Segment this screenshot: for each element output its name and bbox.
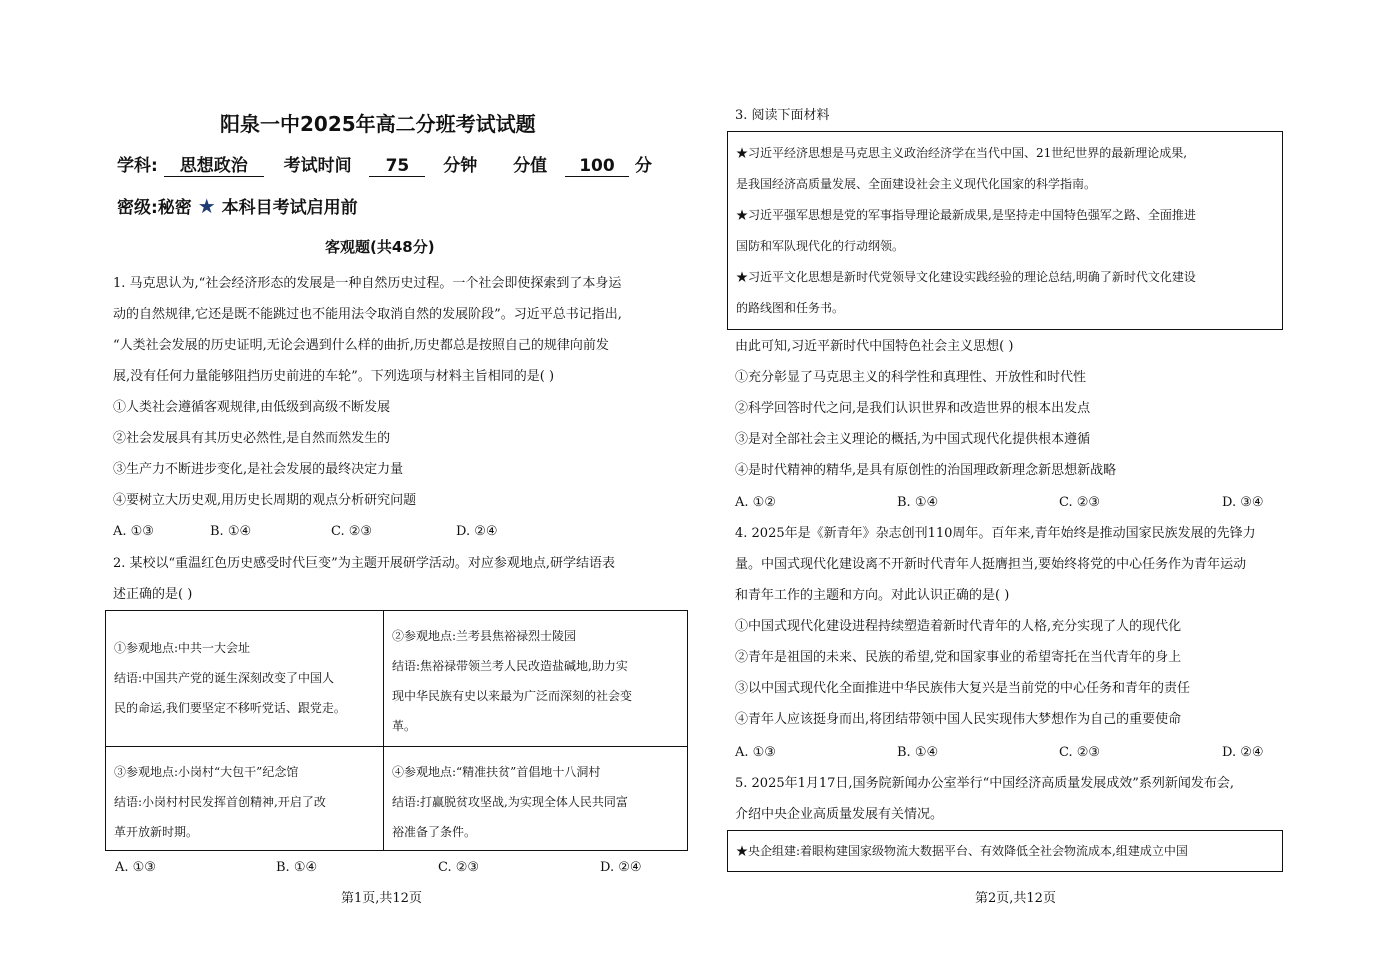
option-a[interactable]: A. ①③ <box>115 860 156 875</box>
question-line: 和青年工作的主题和方向。对此认识正确的是( ) <box>735 588 1010 603</box>
material-line: ★央企组建:着眼构建国家级物流大数据平台、有效降低全社会物流成本,组建成立中国 <box>736 844 1188 858</box>
time-unit: 分钟 <box>443 156 478 176</box>
option-a[interactable]: A. ①③ <box>113 524 154 539</box>
table-cell-1: ①参观地点:中共一大会址 结语:中国共产党的诞生深刻改变了中国人 民的命运,我们要坚定不移听党话、跟党走。 <box>106 611 384 747</box>
statement-item: ④是时代精神的精华,是具有原创性的治国理政新理念新思想新战略 <box>735 463 1117 478</box>
statement-item: ③以中国式现代化全面推进中华民族伟大复兴是当前党的中心任务和青年的责任 <box>735 681 1191 696</box>
score-value: 100 <box>565 156 629 177</box>
secrecy-row <box>117 193 358 218</box>
question-line: 量。中国式现代化建设离不开新时代青年人挺膺担当,要始终将党的中心任务作为青年运动 <box>735 557 1247 572</box>
option-d[interactable]: D. ②④ <box>600 860 642 875</box>
question-line: 由此可知,习近平新时代中国特色社会主义思想( ) <box>735 339 1014 354</box>
secrecy-label: 密级:秘密 <box>117 198 192 218</box>
question-line: 动的自然规律,它还是既不能跳过也不能用法令取消自然的发展阶段”。习近平总书记指出, <box>113 307 622 322</box>
statement-item: ②科学回答时代之问,是我们认识世界和改造世界的根本出发点 <box>735 401 1091 416</box>
option-b[interactable]: B. ①④ <box>276 860 318 875</box>
subject-label: 学科: <box>117 156 158 176</box>
statement-item: ④要树立大历史观,用历史长周期的观点分析研究问题 <box>113 493 417 508</box>
question-3-options <box>735 495 1305 515</box>
option-b[interactable]: B. ①④ <box>897 745 939 760</box>
table-cell-3: ③参观地点:小岗村“大包干”纪念馆 结语:小岗村村民发挥首创精神,开启了改 革开放新时期。 <box>106 747 384 851</box>
option-c[interactable]: C. ②③ <box>1059 745 1101 760</box>
question-line: 4. 2025年是《新青年》杂志创刊110周年。百年来,青年始终是推动国家民族发展的先锋力 <box>735 526 1256 541</box>
material-box <box>727 131 1283 330</box>
statement-item: ①中国式现代化建设进程持续塑造着新时代青年的人格,充分实现了人的现代化 <box>735 619 1182 634</box>
time-value: 75 <box>369 156 425 177</box>
question-4-options <box>735 745 1305 765</box>
option-b[interactable]: B. ①④ <box>210 524 252 539</box>
score-unit: 分 <box>634 156 652 176</box>
material-line: ★习近平经济思想是马克思主义政治经济学在当代中国、21世纪世界的最新理论成果, <box>736 146 1188 160</box>
option-c[interactable]: C. ②③ <box>1059 495 1101 510</box>
question-line: 介绍中央企业高质量发展有关情况。 <box>735 807 944 822</box>
option-d[interactable]: D. ②④ <box>1222 745 1264 760</box>
material-line: ★习近平文化思想是新时代党领导文化建设实践经验的理论总结,明确了新时代文化建设 <box>736 270 1196 284</box>
material-box-q5 <box>727 830 1283 872</box>
question-3 <box>735 331 1116 486</box>
option-d[interactable]: D. ②④ <box>456 524 498 539</box>
study-sites-table <box>105 610 688 851</box>
option-b[interactable]: B. ①④ <box>897 495 939 510</box>
option-a[interactable]: A. ①② <box>735 495 776 510</box>
star-icon: ★ <box>197 194 216 218</box>
question-3-intro: 3. 阅读下面材料 <box>735 108 830 123</box>
material-line: ★习近平强军思想是党的军事指导理论最新成果,是坚持走中国特色强军之路、全面推进 <box>736 208 1196 222</box>
statement-item: ①人类社会遵循客观规律,由低级到高级不断发展 <box>113 400 391 415</box>
page-footer: 第2页,共12页 <box>975 891 1056 906</box>
table-cell-4: ④参观地点:“精准扶贫”首倡地十八洞村 结语:打赢脱贫攻坚战,为实现全体人民共同富 裕准备了条件。 <box>384 747 688 851</box>
option-d[interactable]: D. ③④ <box>1222 495 1264 510</box>
exam-meta-row <box>117 151 652 177</box>
material-line: 是我国经济高质量发展、全面建设社会主义现代化国家的科学指南。 <box>736 177 1097 191</box>
table-cell-2: ②参观地点:兰考县焦裕禄烈士陵园 结语:焦裕禄带领兰考人民改造盐碱地,助力实 现中华民族有史以来最为广泛而深刻的社会变 革。 <box>384 611 688 747</box>
section-title: 客观题(共48分) <box>325 238 435 256</box>
statement-item: ①充分彰显了马克思主义的科学性和真理性、开放性和时代性 <box>735 370 1087 385</box>
secrecy-text: 本科目考试启用前 <box>221 198 358 218</box>
question-5 <box>735 768 1234 830</box>
statement-item: ③生产力不断进步变化,是社会发展的最终决定力量 <box>113 462 404 477</box>
material-line: 国防和军队现代化的行动纲领。 <box>736 239 905 253</box>
question-2-options <box>115 860 675 880</box>
statement-item: ④青年人应该挺身而出,将团结带领中国人民实现伟大梦想作为自己的重要使命 <box>735 712 1182 727</box>
question-4 <box>735 518 1256 735</box>
question-line: 5. 2025年1月17日,国务院新闻办公室举行“中国经济高质量发展成效”系列新闻发布会, <box>735 776 1234 791</box>
statement-item: ②社会发展具有其历史必然性,是自然而然发生的 <box>113 431 391 446</box>
question-2 <box>113 548 615 610</box>
question-line: “人类社会发展的历史证明,无论会遇到什么样的曲折,历史都总是按照自己的规律向前发 <box>113 338 609 353</box>
score-label: 分值 <box>513 156 548 176</box>
option-a[interactable]: A. ①③ <box>735 745 776 760</box>
option-c[interactable]: C. ②③ <box>331 524 373 539</box>
option-c[interactable]: C. ②③ <box>438 860 480 875</box>
question-line: 展,没有任何力量能够阻挡历史前进的车轮”。下列选项与材料主旨相同的是( ) <box>113 369 555 384</box>
question-line: 述正确的是( ) <box>113 587 193 602</box>
page-footer: 第1页,共12页 <box>341 891 422 906</box>
statement-item: ②青年是祖国的未来、民族的希望,党和国家事业的希望寄托在当代青年的身上 <box>735 650 1182 665</box>
subject-value: 思想政治 <box>164 151 264 177</box>
statement-item: ③是对全部社会主义理论的概括,为中国式现代化提供根本遵循 <box>735 432 1091 447</box>
question-1-options <box>113 524 673 544</box>
question-line: 1. 马克思认为,“社会经济形态的发展是一种自然历史过程。一个社会即使探索到了本身运 <box>113 276 622 291</box>
question-1 <box>113 268 622 516</box>
question-line: 2. 某校以“重温红色历史感受时代巨变”为主题开展研学活动。对应参观地点,研学结语表 <box>113 556 615 571</box>
material-line: 的路线图和任务书。 <box>736 301 845 315</box>
time-label: 考试时间 <box>283 156 352 176</box>
exam-title: 阳泉一中2025年高二分班考试试题 <box>220 112 536 136</box>
